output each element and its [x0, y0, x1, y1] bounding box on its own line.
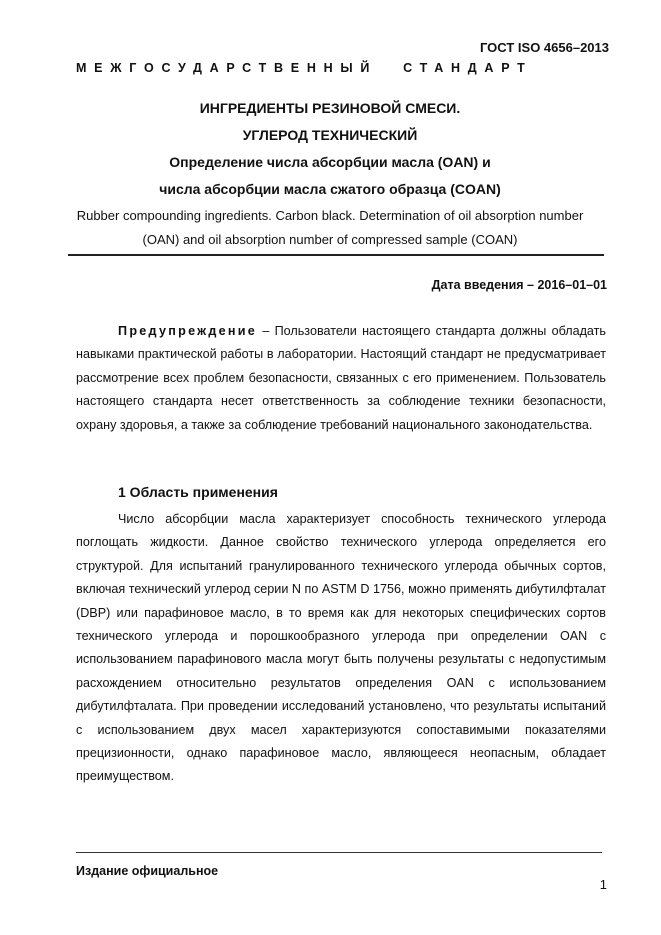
section-heading: 1 Область применения — [118, 484, 278, 500]
introduction-date: Дата введения – 2016–01–01 — [431, 278, 607, 292]
title-divider — [68, 254, 604, 256]
scope-text: Число абсорбции масла характеризует способность технического углерода поглощать жидкости. Данное свойство технического углерода определяется его структурой. Для испытаний гранулированного технического углерода обычных сортов, включая технический углерод серии N по ASTM D 1756, можно применять дибутилфталат (DBP) или парафиновое масло, в то время как для некоторых специфических сортов технического углерода и порошкообразного углерода при определении OAN с использованием парафинового масла могут быть получены результаты с недопустимым расхождением относительно результатов определения OAN с использованием дибутилфталата. При проведении исследований установлено, что результаты испытаний с использованием двух масел характеризуются сопоставимыми показателями прецизионности, однако парафиновое масло, являющееся неопасным, обладает преимуществом. — [76, 512, 606, 784]
edition-label: Издание официальное — [76, 864, 219, 878]
page-number: 1 — [599, 877, 607, 892]
warning-paragraph — [76, 320, 606, 437]
english-title-line-2: (OAN) and oil absorption number of compressed sample (COAN) — [142, 232, 518, 247]
interstate-standard-banner — [76, 61, 596, 75]
document-title-block — [60, 95, 600, 251]
english-title-line-1: Rubber compounding ingredients. Carbon black. Determination of oil absorption number — [76, 208, 584, 223]
scope-paragraph — [76, 508, 606, 789]
interstate-word: МЕЖГОСУДАРСТВЕННЫЙ — [76, 61, 378, 75]
title-line-3: Определение числа абсорбции масла (OAN) и — [169, 154, 491, 170]
title-line-1: ИНГРЕДИЕНТЫ РЕЗИНОВОЙ СМЕСИ. — [199, 100, 461, 116]
title-line-2: УГЛЕРОД ТЕХНИЧЕСКИЙ — [242, 127, 418, 143]
standard-code: ГОСТ ISO 4656–2013 — [479, 40, 609, 55]
warning-label: Предупреждение — [118, 324, 258, 338]
footer-divider — [76, 852, 602, 853]
warning-text: – Пользователи настоящего стандарта должны обладать навыками практической работы в лаборатории. Настоящий стандарт не предусматривает рассмотрение всех проблем безопасности, связанных с его применением. Пользователь настоящего стандарта несет ответственность за соблюдение техники безопасности, охрану здоровья, а также за соблюдение требований национального законодательства. — [76, 324, 606, 432]
standard-word: СТАНДАРТ — [403, 61, 533, 75]
title-line-4: числа абсорбции масла сжатого образца (COAN) — [159, 181, 501, 197]
